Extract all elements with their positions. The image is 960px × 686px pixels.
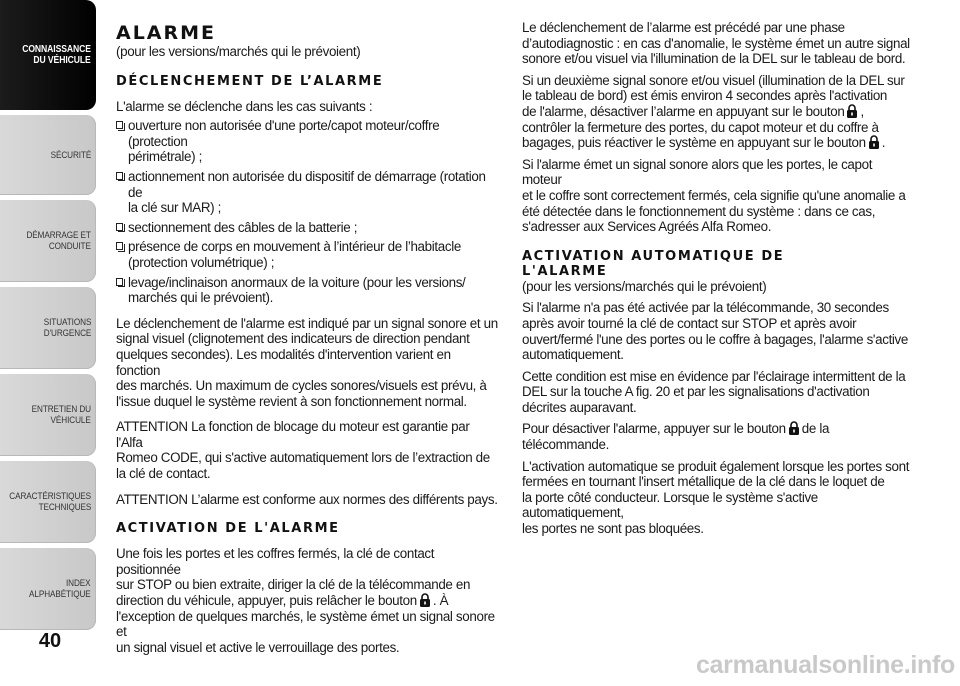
checkbox-icon (116, 278, 123, 286)
tab-label: ENTRETIEN DU (31, 404, 91, 415)
attention-note-normes: ATTENTION L’alarme est conforme aux normes des différents pays. (116, 491, 498, 507)
lock-icon (868, 135, 880, 149)
paragraph-activation-auto: Si l'alarme n'a pas été activée par la télécommande, 30 secondes après avoir tourné la clé de contact sur STOP et après avoir ouvert/fermé l'une des portes ou le coffre à bagages, l'alarme s'active automatiquement. (522, 300, 909, 363)
tab-index-alphabetique[interactable] (0, 548, 96, 630)
lock-icon (419, 593, 431, 607)
intro-text: L'alarme se déclenche dans les cas suivants : (116, 98, 373, 114)
heading-activation: ACTIVATION DE L'ALARME (116, 521, 340, 537)
sidebar-nav (0, 0, 100, 686)
list-item: présence de corps en mouvement à l’intérieur de l’habitacle (protection volumétrique) ; (116, 239, 498, 270)
paragraph-autodiagnostic: Le déclenchement de l’alarme est précédé par une phase d’autodiagnostic : en cas d'anomalie, le système émet un autre signal sonore et/ou visuel via l'illumination de la DEL sur le tableau de bord. (522, 20, 910, 67)
section-title: ALARME (116, 22, 217, 44)
auto-note: (pour les versions/marchés qui le prévoient) (522, 278, 767, 294)
tab-label: CONDUITE (49, 241, 91, 252)
right-column (522, 20, 910, 537)
tab-label: TECHNIQUES (38, 502, 91, 513)
checkbox-icon (116, 121, 123, 129)
tab-label: CONNAISSANCE (22, 44, 91, 55)
page-number: 40 (38, 630, 62, 652)
paragraph-deuxieme-signal: Si un deuxième signal sonore et/ou visuel (illumination de la DEL sur le tableau de bord) est émis environ 4 secondes après l'activation de l'alarme, désactiver l’alarme en appuyant sur le bouton , contrôler la fermeture des portes, du capot moteur et du coffre à bagages, puis réactiver le système en appuyant sur le bouton . (522, 72, 905, 151)
paragraph-insert-metallique: L'activation automatique se produit également lorsque les portes sont fermées en tournant l'insert métallique de la clé dans le loquet de la porte côté conducteur. Lorsque le système s'active automatiquement, les portes ne sont pas bloquées. (522, 458, 910, 537)
tab-label: ALPHABÉTIQUE (29, 589, 91, 600)
heading-activation-automatique: ACTIVATION AUTOMATIQUE DE L'ALARME (522, 248, 785, 279)
heading-declenchement: DÉCLENCHEMENT DE L’ALARME (116, 73, 384, 89)
tab-label: DU VÉHICULE (33, 55, 91, 66)
checkbox-icon (116, 242, 123, 250)
paragraph-declenchement: Le déclenchement de l'alarme est indiqué par un signal sonore et un signal visuel (clignotement des indicateurs de direction pendant quelques secondes). Les modalités d'intervention varient en fonction des marchés. Un maximum de cycles sonores/visuels est prévu, à l'issue duquel le système revient à son fonctionnement normal. (116, 315, 498, 409)
paragraph-activation: Une fois les portes et les coffres fermés, la clé de contact positionnée sur STOP ou bien extraite, diriger la clé de la télécommande en direction du véhicule, appuyer, puis relâcher le bouton . À l'exception de quelques marchés, le système émet un signal sonore et un signal visuel et active le verrouillage des portes. (116, 546, 495, 655)
paragraph-desactiver: Pour désactiver l'alarme, appuyer sur le bouton de la télécommande. (522, 421, 830, 453)
tab-entretien-du-vehicule[interactable] (0, 374, 96, 456)
list-item: levage/inclinaison anormaux de la voiture (pour les versions/ marchés qui le prévoient). (116, 275, 498, 306)
tab-connaissance-du-vehicule[interactable] (0, 0, 96, 110)
tab-securite[interactable] (0, 115, 96, 195)
tab-label: SÉCURITÉ (50, 149, 91, 161)
paragraph-anomalie: Si l'alarme émet un signal sonore alors que les portes, le capot moteur et le coffre sont correctement fermés, cela signifie qu'une anomalie a été détectée dans le fonctionnement du système : dans ce cas, s'adresser aux Services Agréés Alfa Romeo. (522, 156, 906, 235)
tab-label: INDEX (66, 578, 91, 589)
checkbox-icon (116, 172, 123, 180)
watermark: carmanualsonline.info (695, 651, 955, 679)
checkbox-icon (116, 223, 123, 231)
list-item: ouverture non autorisée d'une porte/capot moteur/coffre (protection périmétrale) ; (116, 118, 498, 165)
tab-situations-d-urgence[interactable] (0, 287, 96, 369)
tab-demarrage-et-conduite[interactable] (0, 200, 96, 282)
lock-icon (788, 421, 800, 435)
list-item: sectionnement des câbles de la batterie ; (116, 220, 498, 236)
tab-label: VÉHICULE (50, 415, 91, 426)
lock-icon (846, 104, 858, 118)
tab-label: DÉMARRAGE ET (26, 230, 91, 241)
left-column (116, 22, 498, 655)
paragraph-eclairage: Cette condition est mise en évidence par l'éclairage intermittent de la DEL sur la touche A fig. 20 et par les signalisations d'activation décrites auparavant. (522, 368, 906, 415)
tab-label: SITUATIONS (43, 317, 91, 328)
tab-label: D'URGENCE (43, 328, 91, 339)
tab-label: CARACTÉRISTIQUES (9, 491, 91, 502)
title-note: (pour les versions/marchés qui le prévoient) (116, 44, 361, 59)
attention-note-code: ATTENTION La fonction de blocage du moteur est garantie par l'Alfa Romeo CODE, qui s'active automatiquement lors de l’extraction de la clé de contact. (116, 419, 490, 482)
tab-caracteristiques-techniques[interactable] (0, 461, 96, 543)
list-item: actionnement non autorisée du dispositif de démarrage (rotation de la clé sur MAR) ; (116, 169, 498, 216)
